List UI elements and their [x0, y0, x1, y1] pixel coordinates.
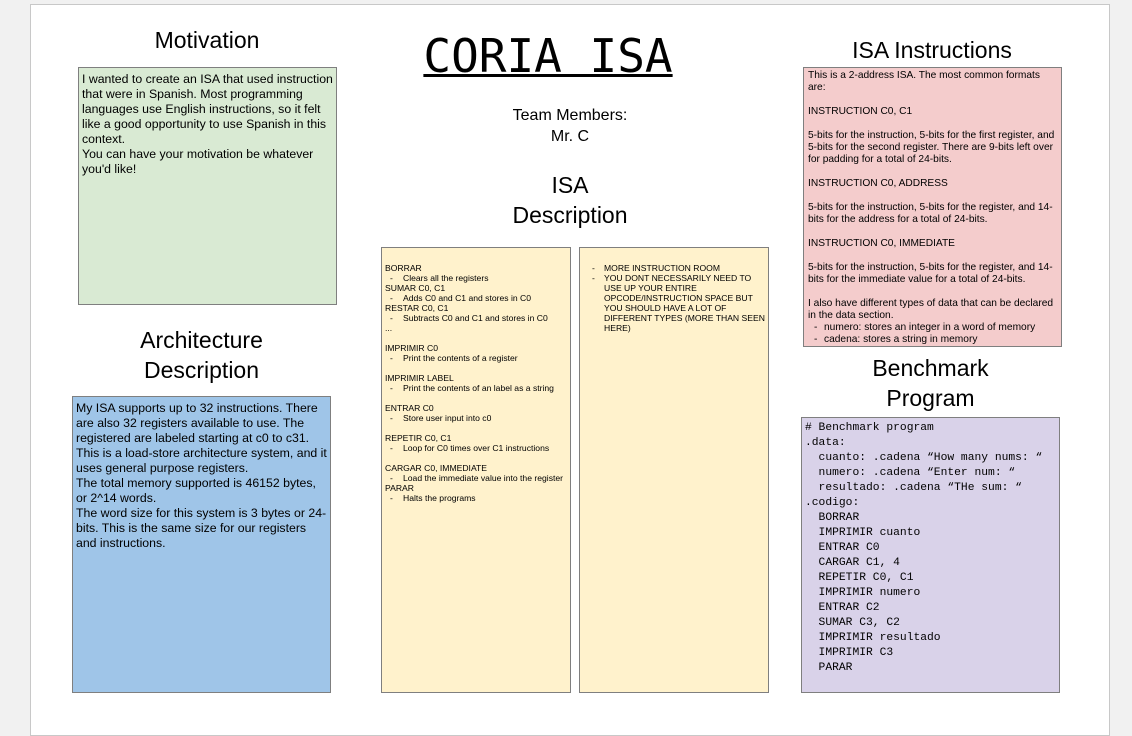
architecture-box: [72, 396, 331, 693]
instruction-group: [385, 433, 567, 453]
benchmark-heading: [801, 353, 1060, 413]
note-item: - MORE INSTRUCTION ROOM: [604, 263, 765, 273]
isa-description-heading: [470, 170, 670, 230]
instructions-text: This is a 2-address ISA. The most common formats are:: [808, 70, 1040, 93]
motivation-heading: Motivation: [154, 27, 260, 53]
instructions-text: 5-bits for the instruction, 5-bits for the register, and 14-bits for the address for a total of 24-bits.: [808, 202, 1053, 225]
instruction-name: ENTRAR C0: [385, 403, 434, 413]
instruction-name: CARGAR C0, IMMEDIATE: [385, 463, 488, 473]
instructions-text: I also have different types of data that can be declared in the data section.: [808, 298, 1054, 321]
motivation-box: [78, 67, 337, 305]
instruction-name: RESTAR C0, C1: [385, 303, 449, 313]
instruction-group: [385, 373, 567, 393]
instruction-name: REPETIR C0, C1: [385, 433, 452, 443]
instruction-group: [385, 463, 567, 503]
benchmark-heading-line: Program: [886, 385, 975, 411]
instruction-format: INSTRUCTION C0, ADDRESS: [808, 178, 948, 189]
instruction-detail: - Subtracts C0 and C1 and stores in C0: [385, 313, 567, 323]
instruction-group: [385, 343, 567, 363]
team-members: [470, 105, 670, 147]
architecture-heading-line: Description: [143, 357, 260, 383]
isa-description-column-2: [579, 247, 769, 693]
instruction-detail: - Load the immediate value into the register: [385, 473, 567, 483]
architecture-paragraph: The total memory supported is 46152 bytes, or 2^14 words.: [76, 476, 316, 505]
instruction-detail: - Adds C0 and C1 and stores in C0: [385, 293, 567, 303]
architecture-heading: [72, 325, 331, 385]
architecture-paragraph: This is a load-store architecture system, and it uses general purpose registers.: [76, 446, 327, 475]
architecture-heading-line: Architecture: [140, 327, 263, 353]
team-label: Team Members:: [512, 107, 628, 124]
data-type-list: [808, 322, 1057, 346]
instruction-detail: - Loop for C0 times over C1 instructions: [385, 443, 567, 453]
benchmark-code-box: # Benchmark program .data: cuanto: .cadena “How many nums: “ numero: .cadena “Enter num: “ resultado: .cadena “THe sum: “ .codigo: BORRAR IMPRIMIR cuanto ENTRAR C0 CARGAR C1, 4 REPETIR C0, C1 IMPRIMIR numero ENTRAR C2 SUMAR C3, C2 IMPRIMIR resultado IMPRIMIR C3 PARAR: [801, 417, 1060, 693]
instructions-text: 5-bits for the instruction, 5-bits for the first register, and 5-bits for the second register. There are 9-bits left over for padding for a total of 24-bits.: [808, 130, 1055, 165]
instruction-detail: - Print the contents of a register: [385, 353, 567, 363]
architecture-paragraph: The word size for this system is 3 bytes or 24-bits. This is the same size for our registers and instructions.: [76, 506, 327, 550]
note-list: [583, 263, 765, 333]
data-type-item: - numero: stores an integer in a word of memory: [824, 322, 1057, 334]
instruction-format: INSTRUCTION C0, C1: [808, 106, 913, 117]
benchmark-heading-line: Benchmark: [872, 355, 989, 381]
instruction-name: IMPRIMIR LABEL: [385, 373, 454, 383]
page-title: CORIA ISA: [423, 29, 673, 83]
instruction-detail: - Store user input into c0: [385, 413, 567, 423]
instruction-format: INSTRUCTION C0, IMMEDIATE: [808, 238, 955, 249]
instruction-name: PARAR: [385, 483, 414, 493]
ellipsis: ...: [385, 323, 393, 333]
data-type-item: - cadena: stores a string in memory: [824, 334, 1057, 346]
instruction-name: IMPRIMIR C0: [385, 343, 438, 353]
instructions-text: 5-bits for the instruction, 5-bits for the register, and 14-bits for the immediate value for a total of 24-bits.: [808, 262, 1053, 285]
motivation-paragraph: I wanted to create an ISA that used instruction that were in Spanish. Most programming languages use English instructions, so it felt like a good opportunity to use Spanish in this context.: [82, 72, 333, 146]
motivation-paragraph: You can have your motivation be whatever you'd like!: [82, 147, 314, 176]
isa-description-heading-line: ISA: [551, 172, 589, 198]
team-member-name: Mr. C: [550, 128, 590, 145]
isa-instructions-box: [803, 67, 1062, 347]
instruction-detail: - Halts the programs: [385, 493, 567, 503]
instruction-name: SUMAR C0, C1: [385, 283, 446, 293]
instruction-group: [385, 403, 567, 423]
isa-instructions-heading: ISA Instructions: [852, 37, 1012, 63]
instruction-name: BORRAR: [385, 263, 422, 273]
note-item: - YOU DONT NECESSARILY NEED TO USE UP YOUR ENTIRE OPCODE/INSTRUCTION SPACE BUT YOU SHOULD HAVE A LOT OF DIFFERENT TYPES (MORE THAN SEEN HERE): [604, 273, 765, 333]
instruction-group: [385, 263, 567, 333]
isa-description-column-1: [381, 247, 571, 693]
isa-description-heading-line: Description: [512, 202, 628, 228]
architecture-paragraph: My ISA supports up to 32 instructions. There are also 32 registers available to use. The registered are labeled starting at c0 to c31.: [76, 401, 318, 445]
instruction-detail: - Print the contents of an label as a string: [385, 383, 567, 393]
instruction-detail: - Clears all the registers: [385, 273, 567, 283]
